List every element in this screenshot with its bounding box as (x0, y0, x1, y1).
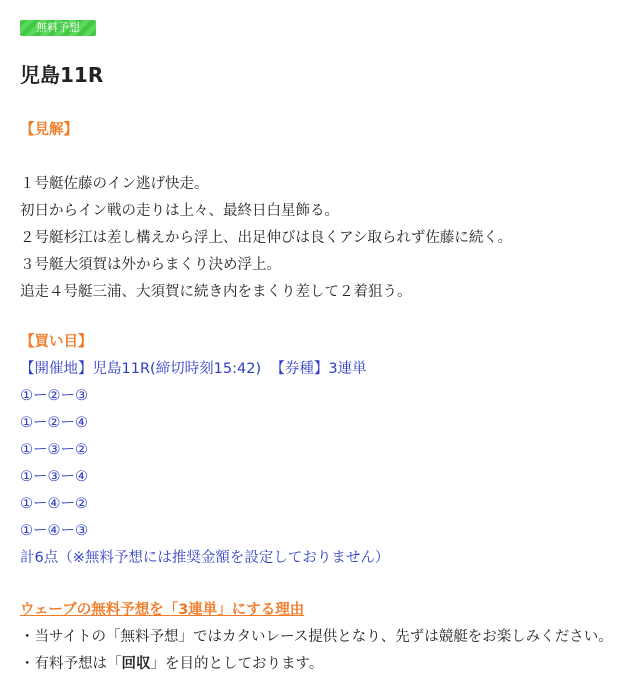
combo-item: ①ー②ー③ (20, 388, 88, 404)
view-line: 初日からイン戦の走りは上々、最終日白星飾る。 (20, 203, 339, 219)
reason-link[interactable]: ウェーブの無料予想を「3連単」にする理由 (20, 602, 305, 618)
view-line: １号艇佐藤のイン逃げ快走。 (20, 176, 209, 192)
combo-item: ①ー④ー③ (20, 523, 88, 539)
combo-item: ①ー③ー② (20, 442, 88, 458)
ticket-type-value: 3連単 (328, 361, 367, 377)
venue-label: 【開催地】 (20, 361, 93, 377)
combo-item: ①ー③ー④ (20, 469, 88, 485)
venue-line (20, 359, 367, 379)
view-heading: 【見解】 (20, 122, 78, 138)
reason-line-2-prefix: ・有料予想は「 (20, 656, 122, 672)
free-prediction-badge: 無料予想 (20, 20, 96, 36)
reason-line-2-suffix: 」を目的としております。 (150, 656, 324, 672)
combo-item: ①ー②ー④ (20, 415, 88, 431)
venue-value: 児島11R(締切時刻15:42) (92, 361, 262, 377)
view-line: ２号艇杉江は差し構えから浮上、出足伸びは良くアシ取られず佐藤に続く。 (20, 230, 513, 246)
ticket-type-label: 【券種】 (270, 361, 329, 377)
buy-heading: 【買い目】 (20, 334, 93, 350)
total-points: 計6点（※無料予想には推奨金額を設定しておりません） (20, 550, 390, 566)
race-title: 児島11R (20, 63, 104, 87)
reason-line-2 (20, 654, 323, 674)
reason-line-1: ・当サイトの「無料予想」ではカタいレース提供となり、先ずは競艇をお楽しみください。 (20, 629, 613, 645)
view-line: 追走４号艇三浦、大須賀に続き内をまくり差して２着狙う。 (20, 284, 412, 300)
recovery-emphasis: 回収 (121, 656, 151, 672)
view-line: ３号艇大須賀は外からまくり決め浮上。 (20, 257, 281, 273)
combo-item: ①ー④ー② (20, 496, 88, 512)
